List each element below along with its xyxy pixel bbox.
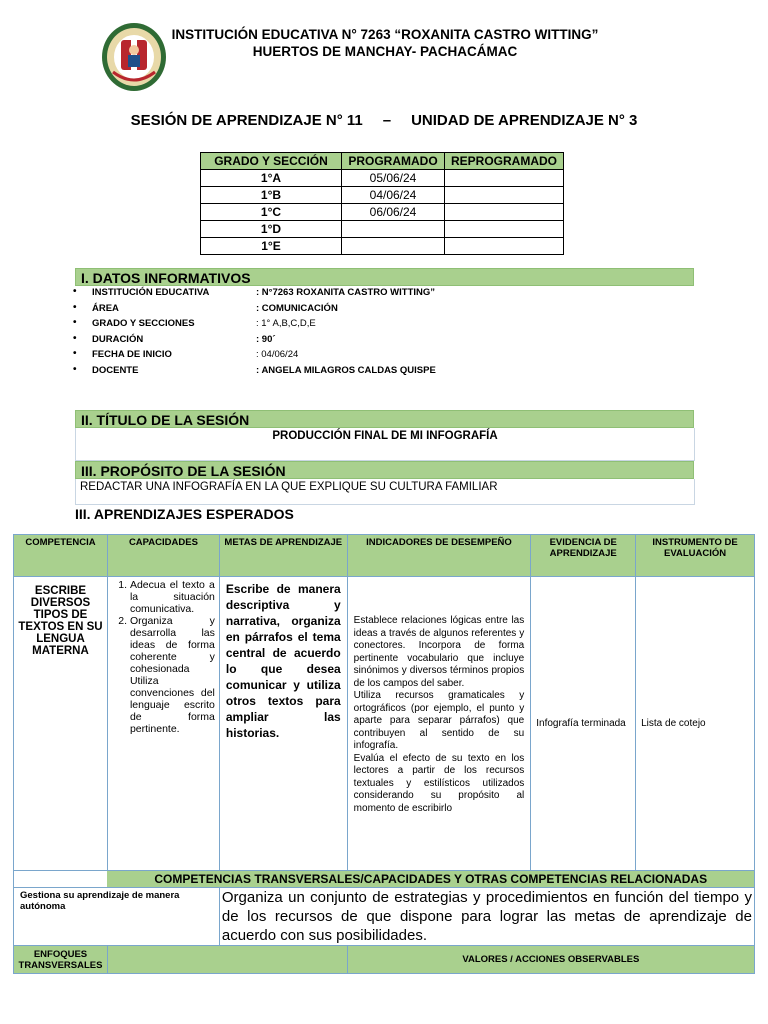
- transversal-competencia: Gestiona su aprendizaje de manera autónoma: [14, 888, 220, 946]
- info-list: [70, 287, 436, 380]
- schedule-table: [200, 152, 564, 255]
- session-purpose: REDACTAR UNA INFOGRAFÍA EN LA QUE EXPLIQUE SU CULTURA FAMILIAR: [75, 479, 695, 505]
- scheduled-cell: 05/06/24: [342, 170, 445, 187]
- scheduled-cell: 06/06/24: [342, 204, 445, 221]
- info-value: : ANGELA MILAGROS CALDAS QUISPE: [256, 364, 436, 376]
- scheduled-cell: [342, 221, 445, 238]
- rescheduled-cell: [445, 170, 564, 187]
- info-item: [70, 318, 436, 334]
- column-header: CAPACIDADES: [107, 535, 219, 577]
- info-item: [70, 287, 436, 303]
- column-header: EVIDENCIA DE APRENDIZAJE: [531, 535, 636, 577]
- evidencia-cell: Infografía terminada: [531, 577, 636, 871]
- capacidad-item: 2. Organiza y desarrolla las ideas de forma coherente y cohesionada Utiliza convenciones del lenguaje escrito de forma pertinente.: [130, 615, 215, 735]
- learning-table: [13, 534, 755, 974]
- transversal-spacer: [14, 871, 108, 888]
- column-header: INDICADORES DE DESEMPEÑO: [347, 535, 531, 577]
- section-heading-titulo: II. TÍTULO DE LA SESIÓN: [75, 410, 694, 428]
- enfoques-heading: ENFOQUES TRANSVERSALES: [14, 946, 108, 974]
- section-heading-proposito: III. PROPÓSITO DE LA SESIÓN: [75, 461, 694, 479]
- rescheduled-cell: [445, 204, 564, 221]
- section-heading-aprendizajes: III. APRENDIZAJES ESPERADOS: [75, 506, 294, 522]
- institution-name: INSTITUCIÓN EDUCATIVA N° 7263 “ROXANITA CASTRO WITTING”: [171, 27, 599, 42]
- info-label: DURACIÓN: [92, 333, 144, 345]
- title-dash: –: [382, 112, 392, 129]
- info-item: [70, 365, 436, 381]
- schedule-row: [201, 170, 564, 187]
- schedule-row: [201, 221, 564, 238]
- schedule-row: [201, 187, 564, 204]
- info-value: : 1° A,B,C,D,E: [256, 318, 316, 329]
- grade-cell: 1°D: [201, 221, 342, 238]
- valores-heading: VALORES / ACCIONES OBSERVABLES: [347, 946, 754, 974]
- institution-location: HUERTOS DE MANCHAY- PACHACÁMAC: [252, 44, 518, 59]
- info-label: INSTITUCIÓN EDUCATIVA: [92, 287, 210, 298]
- schedule-row: [201, 204, 564, 221]
- capacidades-cell: [107, 577, 219, 871]
- enfoques-spacer: [107, 946, 347, 974]
- transversal-descripcion: Organiza un conjunto de estrategias y procedimientos en función del tiempo y de los recursos de que dispone para lograr las metas de aprendizaje de acuerdo con sus posibilidades.: [219, 888, 754, 946]
- indicador-item: Utiliza recursos gramaticales y ortográficos (por ejemplo, el punto y aparte para separar párrafos) que contribuyen al sentido de su infografía.: [353, 690, 525, 751]
- schedule-header: REPROGRAMADO: [445, 153, 564, 170]
- grade-cell: 1°C: [201, 204, 342, 221]
- info-item: [70, 334, 436, 350]
- instrumento-cell: Lista de cotejo: [636, 577, 755, 871]
- grade-cell: 1°E: [201, 238, 342, 255]
- metas-cell: Escribe de manera descriptiva y narrativa, organiza en párrafos el tema central de acuerdo lo que desea comunicar y utiliza otros textos para ampliar las historias.: [219, 577, 347, 871]
- info-label: DOCENTE: [92, 364, 139, 376]
- rescheduled-cell: [445, 238, 564, 255]
- column-header: INSTRUMENTO DE EVALUACIÓN: [636, 535, 755, 577]
- info-label: GRADO Y SECCIONES: [92, 318, 195, 329]
- grade-cell: 1°B: [201, 187, 342, 204]
- session-number: SESIÓN DE APRENDIZAJE N° 11: [130, 112, 363, 129]
- info-label: ÁREA: [92, 302, 119, 314]
- indicadores-cell: [347, 577, 531, 871]
- indicador-item: Evalúa el efecto de su texto en los lectores a partir de los recursos textuales y estilísticos utilizados considerando su propósito al momento de escribirlo: [353, 752, 525, 814]
- transversal-heading: COMPETENCIAS TRANSVERSALES/CAPACIDADES Y OTRAS COMPETENCIAS RELACIONADAS: [107, 871, 754, 888]
- schedule-row: [201, 238, 564, 255]
- grade-cell: 1°A: [201, 170, 342, 187]
- info-label: FECHA DE INICIO: [92, 349, 172, 360]
- column-header: METAS DE APRENDIZAJE: [219, 535, 347, 577]
- section-heading-datos: I. DATOS INFORMATIVOS: [75, 268, 694, 286]
- session-topic: PRODUCCIÓN FINAL DE MI INFOGRAFÍA: [75, 428, 695, 461]
- session-title: [0, 112, 768, 129]
- info-value: : 90´: [256, 333, 276, 345]
- rescheduled-cell: [445, 187, 564, 204]
- scheduled-cell: [342, 238, 445, 255]
- column-header: COMPETENCIA: [14, 535, 108, 577]
- competencia-cell: ESCRIBE DIVERSOS TIPOS DE TEXTOS EN SU LENGUA MATERNA: [14, 577, 108, 871]
- info-value: : N°7263 ROXANITA CASTRO WITTING”: [256, 287, 436, 298]
- schedule-header: PROGRAMADO: [342, 153, 445, 170]
- info-value: : 04/06/24: [256, 349, 299, 360]
- info-value: : COMUNICACIÓN: [256, 302, 338, 314]
- rescheduled-cell: [445, 221, 564, 238]
- scheduled-cell: 04/06/24: [342, 187, 445, 204]
- schedule-header: GRADO Y SECCIÓN: [201, 153, 342, 170]
- indicador-item: Establece relaciones lógicas entre las ideas a través de algunos referentes y conectores. Incorpora de forma pertinente vocabulario que incluye sinónimos y diversos términos propios de los campos del saber.: [353, 615, 525, 689]
- unit-number: UNIDAD DE APRENDIZAJE N° 3: [411, 112, 638, 129]
- info-item: [70, 303, 436, 319]
- capacidades-list: [112, 579, 215, 735]
- capacidad-item: 1. Adecua el texto a la situación comunicativa.: [130, 579, 215, 615]
- info-item: [70, 349, 436, 365]
